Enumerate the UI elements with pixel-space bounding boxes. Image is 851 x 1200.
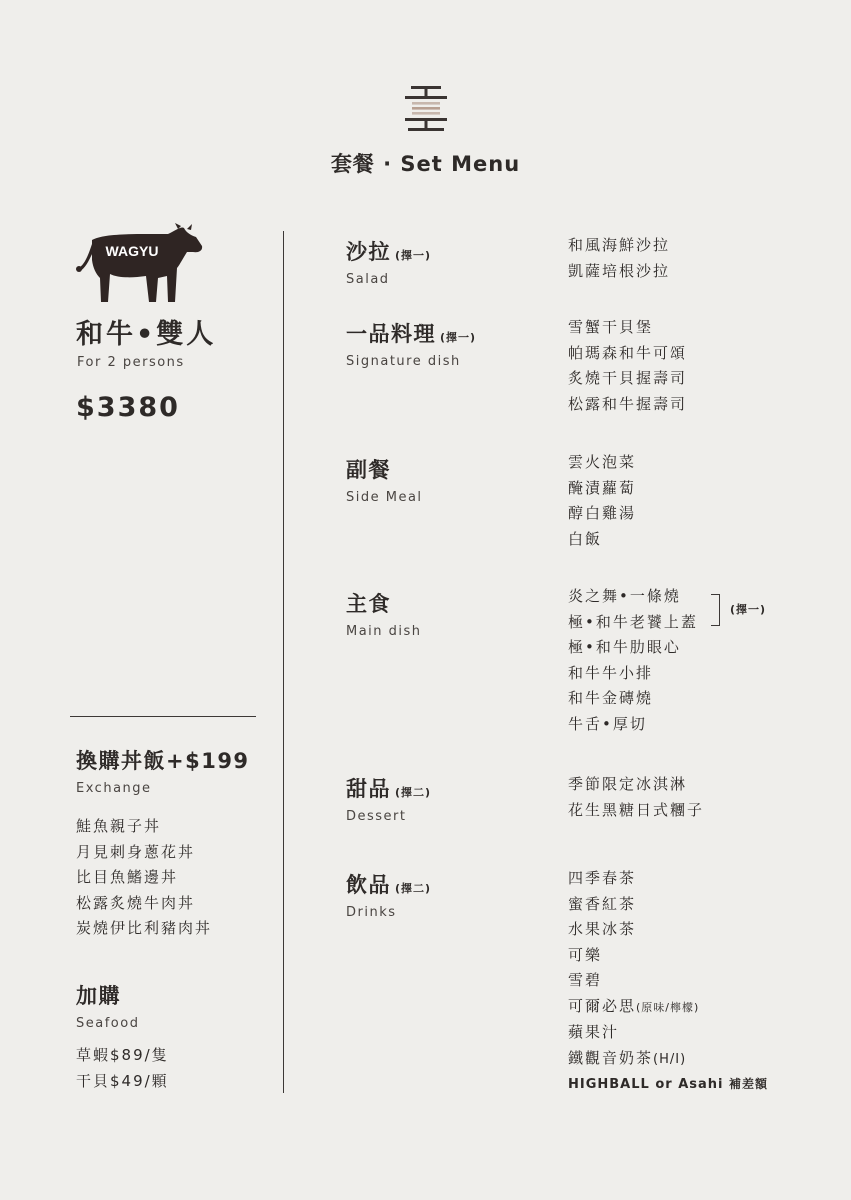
exchange-title: 換購丼飯+$199 (76, 749, 250, 773)
salad-items (568, 233, 670, 284)
side-subtitle: Side Meal (346, 490, 423, 505)
main-title: 主食 (346, 592, 391, 616)
drinks-subtitle: Drinks (346, 905, 397, 920)
exchange-item: 鮭魚親子丼 (76, 817, 162, 835)
tieguanyin-label: 鐵觀音奶茶 (568, 1048, 654, 1067)
exchange-item: 松露炙燒牛肉丼 (76, 893, 196, 912)
addon-subtitle: Seafood (76, 1016, 140, 1031)
dessert-note: (擇二) (395, 786, 432, 799)
salad-subtitle: Salad (346, 272, 390, 287)
menu-item: 蜜香紅茶 (568, 894, 637, 913)
menu-item: 醃漬蘿蔔 (568, 478, 637, 497)
menu-item: 雪蟹干貝堡 (568, 318, 654, 336)
dessert-subtitle: Dessert (346, 809, 407, 824)
menu-item: 白飯 (568, 529, 603, 548)
tieguanyin-note: (H/I) (653, 1051, 687, 1067)
menu-item: 蘋果汁 (568, 1023, 620, 1041)
signature-section-heading (346, 318, 476, 369)
calpis-note: (原味/檸檬) (636, 1000, 700, 1014)
drinks-note: (擇二) (395, 882, 432, 895)
menu-item: 凱薩培根沙拉 (568, 261, 671, 280)
wagyu-cow-logo (74, 222, 206, 306)
menu-item: 雲火泡菜 (568, 453, 637, 471)
menu-item: 和風海鮮沙拉 (568, 236, 671, 254)
salad-title: 沙拉 (346, 240, 391, 264)
drinks-title: 飲品 (346, 873, 391, 897)
drinks-section-heading (346, 869, 431, 920)
calpis-label: 可爾必思 (568, 996, 637, 1015)
menu-item: 炙燒干貝握壽司 (568, 369, 688, 387)
drinks-items (568, 866, 768, 1098)
menu-item: 極•和牛肋眼心 (568, 638, 681, 656)
main-items (568, 584, 698, 737)
menu-item: 牛舌•厚切 (568, 714, 647, 733)
menu-item-tieguanyin (568, 1046, 768, 1073)
svg-text:WAGYU: WAGYU (105, 243, 159, 259)
wagyu-set-title: 和牛•雙人 (76, 319, 217, 350)
restaurant-logo-icon (400, 84, 452, 134)
left-divider (70, 716, 256, 717)
menu-item: 炎之舞•一條燒 (568, 587, 681, 605)
menu-item: 四季春茶 (568, 869, 637, 887)
main-choice-note: (擇一) (730, 603, 767, 616)
menu-item: 和牛金磚燒 (568, 689, 654, 707)
wagyu-set-price: $3380 (76, 392, 180, 423)
menu-item: 醇白雞湯 (568, 504, 637, 522)
menu-item: 松露和牛握壽司 (568, 394, 688, 413)
exchange-item: 月見刺身蔥花丼 (76, 842, 196, 861)
exchange-item: 比目魚鰭邊丼 (76, 868, 179, 886)
signature-title: 一品料理 (346, 322, 436, 346)
side-title: 副餐 (346, 458, 391, 482)
menu-item-calpis (568, 994, 768, 1021)
signature-subtitle: Signature dish (346, 354, 461, 369)
menu-item: 水果冰茶 (568, 920, 637, 938)
menu-item: 極•和牛老饕上蓋 (568, 612, 698, 631)
vertical-divider (283, 231, 284, 1093)
menu-item: 帕瑪森和牛可頌 (568, 343, 688, 362)
menu-item: 季節限定冰淇淋 (568, 775, 688, 793)
addon-item: 草蝦$89/隻 (76, 1046, 169, 1064)
exchange-section (76, 745, 250, 942)
menu-item: 可樂 (568, 945, 603, 964)
dessert-title: 甜品 (346, 777, 391, 801)
menu-item: 雪碧 (568, 971, 603, 989)
menu-item-highball (568, 1072, 768, 1098)
menu-item: 花生黑糖日式糰子 (568, 800, 705, 819)
signature-items (568, 315, 687, 417)
main-section-heading (346, 588, 422, 639)
exchange-item: 炭燒伊比利豬肉丼 (76, 919, 213, 937)
salad-note: (擇一) (395, 249, 432, 262)
signature-note: (擇一) (440, 331, 477, 344)
highball-label: HIGHBALL or Asahi (568, 1077, 724, 1092)
highball-note: 補差額 (729, 1077, 769, 1091)
dessert-section-heading (346, 773, 431, 824)
choice-bracket (711, 594, 720, 626)
side-items (568, 450, 636, 552)
exchange-subtitle: Exchange (76, 781, 152, 796)
menu-item: 和牛牛小排 (568, 663, 654, 682)
addon-title: 加購 (76, 984, 121, 1008)
dessert-items (568, 772, 704, 823)
addon-item: 干貝$49/顆 (76, 1071, 169, 1090)
side-section-heading (346, 454, 423, 505)
addon-section (76, 980, 169, 1094)
main-subtitle: Main dish (346, 624, 422, 639)
wagyu-set-subtitle: For 2 persons (77, 355, 185, 370)
salad-section-heading (346, 236, 431, 287)
page-title: 套餐 · Set Menu (330, 152, 521, 176)
